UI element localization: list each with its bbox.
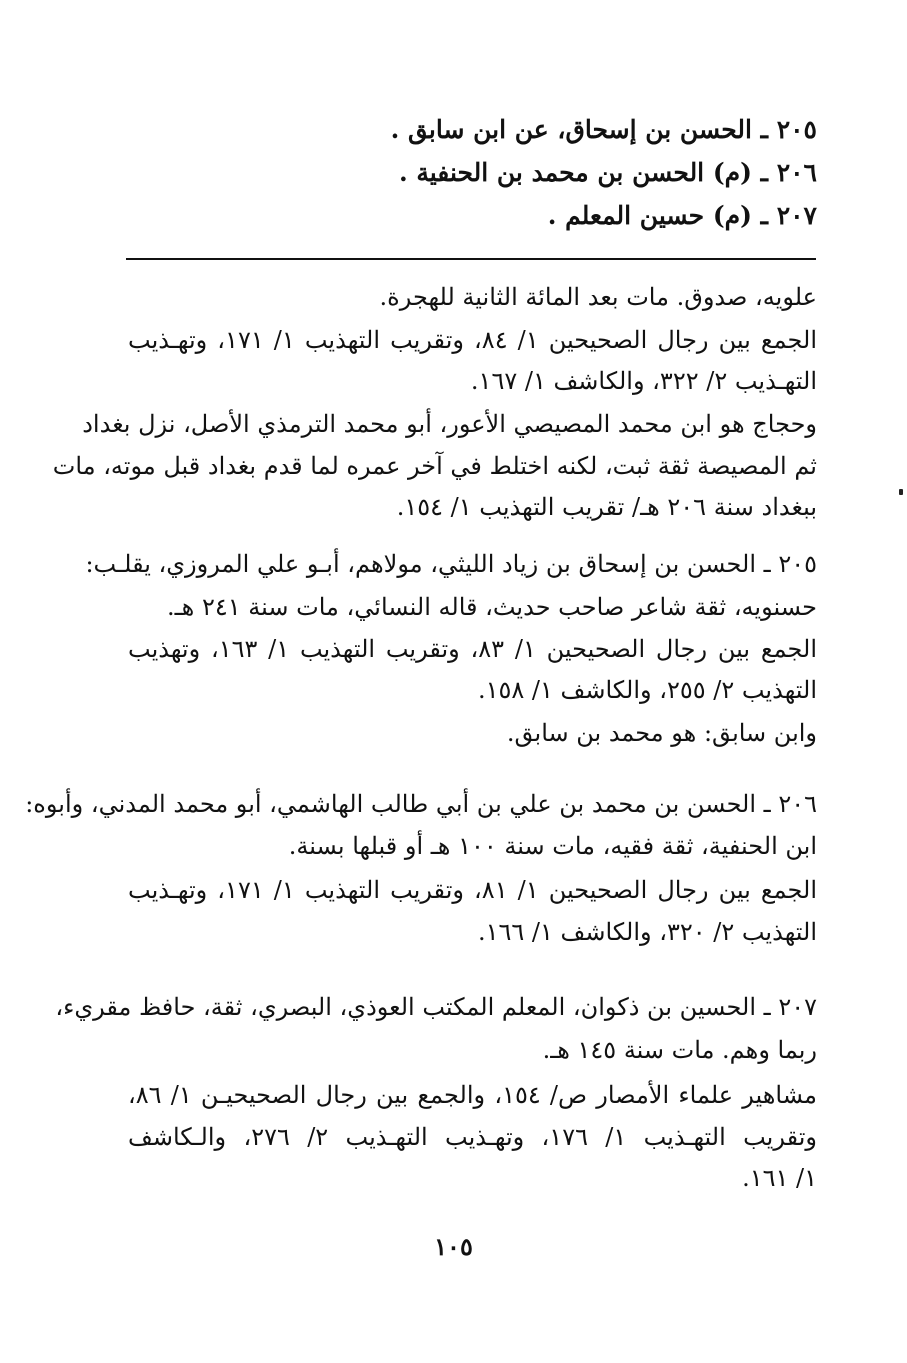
main-entry-205: ٢٠٥ ـ الحسن بن إسحاق، عن ابن سابق . <box>390 115 817 144</box>
footnote-205-line: وابن سابق: هو محمد بن سابق. <box>506 719 817 747</box>
main-entry-206: ٢٠٦ ـ (م) الحسن بن محمد بن الحنفية . <box>398 158 817 187</box>
footnote-207-line: ربما وهم. مات سنة ١٤٥ هـ. <box>542 1036 817 1064</box>
footnote-206-line: الجمع بين رجال الصحيحين ١/ ٨١، وتقريب التهذيب ١/ ١٧١، وتهـذيب <box>128 876 817 904</box>
footnote-line: علويه، صدوق. مات بعد المائة الثانية للهجرة. <box>379 283 817 311</box>
footnote-206-line: ٢٠٦ ـ الحسن بن محمد بن علي بن أبي طالب الهاشمي، أبو محمد المدني، وأبوه: <box>25 790 817 818</box>
footnote-line: ثم المصيصة ثقة ثبت، لكنه اختلط في آخر عمره لما قدم بغداد قبل موته، مات <box>52 452 817 480</box>
footnote-205-line: حسنويه، ثقة شاعر صاحب حديث، قاله النسائي، مات سنة ٢٤١ هـ. <box>167 593 817 621</box>
footnote-line: ببغداد سنة ٢٠٦ هـ/ تقريب التهذيب ١/ ١٥٤. <box>396 493 817 521</box>
page-number: ١٠٥ <box>434 1232 473 1261</box>
footnote-205-line: الجمع بين رجال الصحيحين ١/ ٨٣، وتقريب التهذيب ١/ ١٦٣، وتهذيب <box>128 635 817 663</box>
footnote-206-line: التهذيب ٢/ ٣٢٠، والكاشف ١/ ١٦٦. <box>477 918 817 946</box>
footnote-206-line: ابن الحنفية، ثقة فقيه، مات سنة ١٠٠ هـ أو قبلها بسنة. <box>288 832 817 860</box>
footnote-line: التهـذيب ٢/ ٣٢٢، والكاشف ١/ ١٦٧. <box>470 367 817 395</box>
footnote-205-line: ٢٠٥ ـ الحسن بن إسحاق بن زياد الليثي، مولاهم، أبـو علي المروزي، يقلـب: <box>85 550 817 578</box>
footnote-divider <box>126 258 816 260</box>
footnote-line: وحجاج هو ابن محمد المصيصي الأعور، أبو محمد الترمذي الأصل، نزل بغداد <box>82 410 817 438</box>
footnote-207-line: ٢٠٧ ـ الحسين بن ذكوان، المعلم المكتب العوذي، البصري، ثقة، حافظ مقريء، <box>55 993 817 1021</box>
footnote-207-line: ١/ ١٦١. <box>742 1164 817 1192</box>
main-entry-207: ٢٠٧ ـ (م) حسين المعلم . <box>547 201 817 230</box>
footnote-207-line: وتقريب التهـذيب ١/ ١٧٦، وتهـذيب التهـذيب ٢/ ٢٧٦، والـكاشف <box>128 1123 817 1151</box>
footnote-line: الجمع بين رجال الصحيحين ١/ ٨٤، وتقريب التهذيب ١/ ١٧١، وتهـذيب <box>128 326 817 354</box>
footnote-207-line: مشاهير علماء الأمصار ص/ ١٥٤، والجمع بين رجال الصحيحيـن ١/ ٨٦، <box>128 1081 817 1109</box>
scan-speck <box>899 489 903 495</box>
footnote-205-line: التهذيب ٢/ ٢٥٥، والكاشف ١/ ١٥٨. <box>477 676 817 704</box>
